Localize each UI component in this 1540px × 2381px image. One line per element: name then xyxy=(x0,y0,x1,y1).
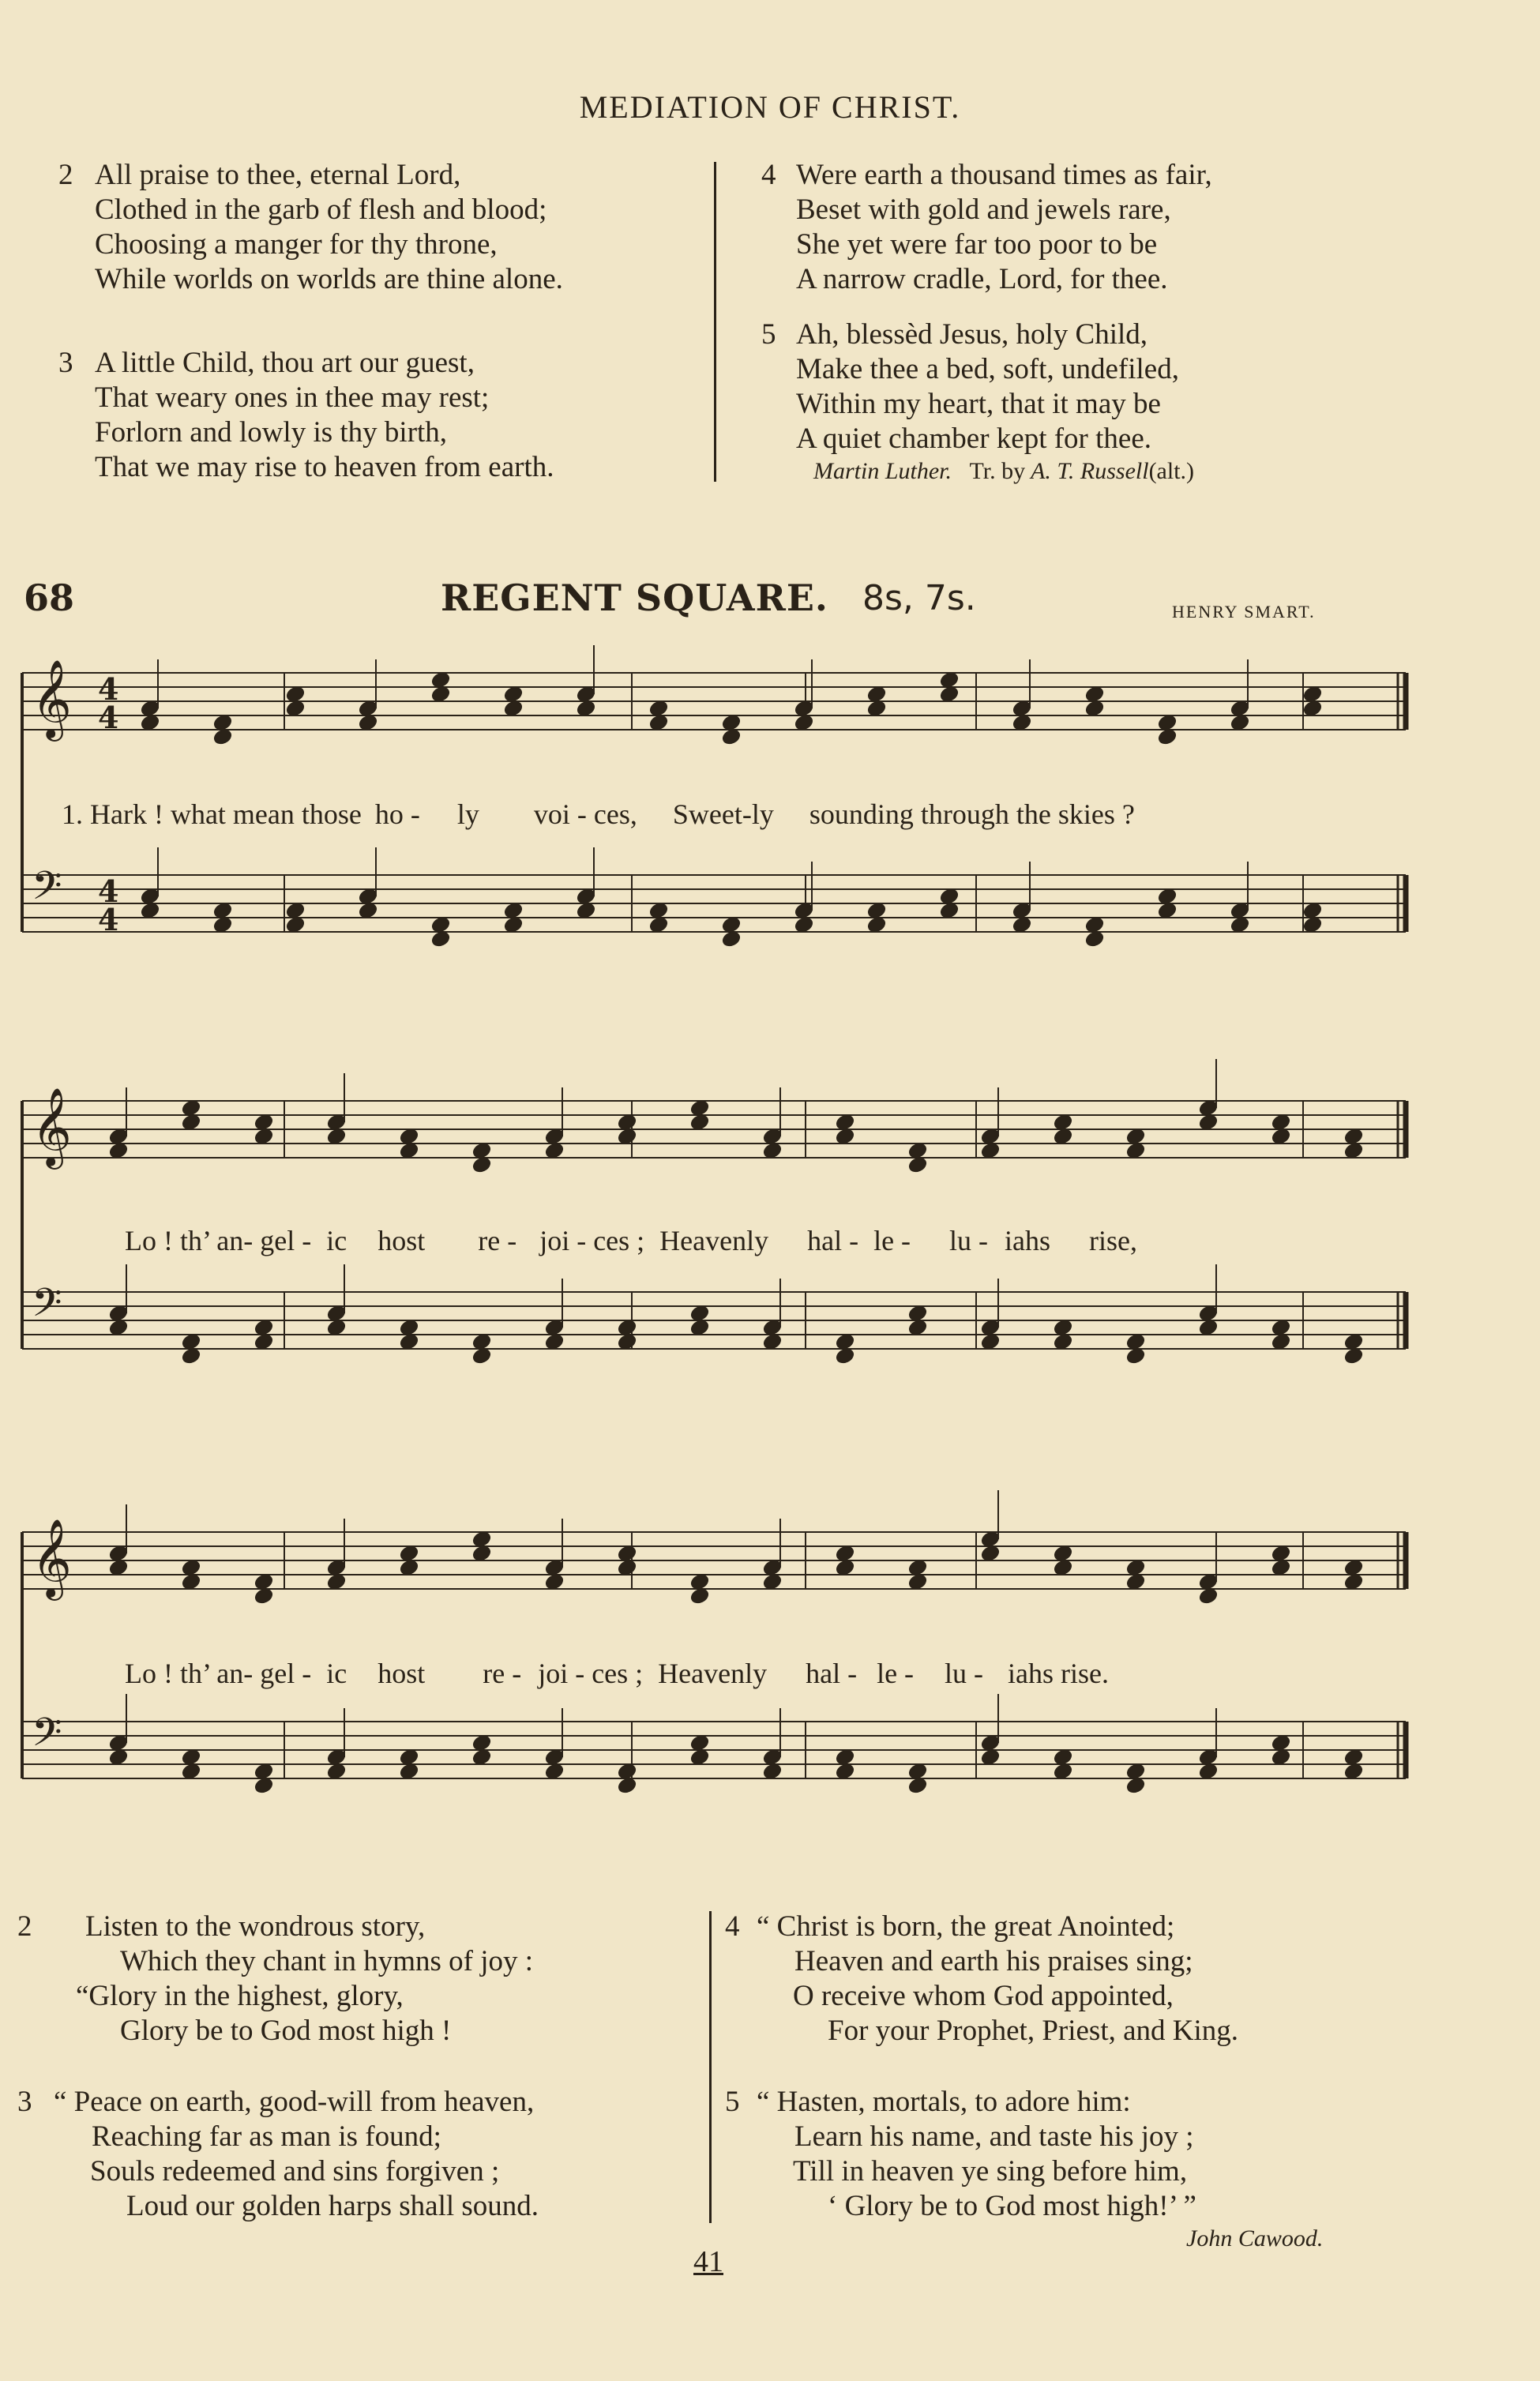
time-signature-bottom: 4 xyxy=(98,700,119,735)
hymn-number: 68 xyxy=(24,576,75,619)
verse-line: Learn his name, and taste his joy ; xyxy=(794,2120,1194,2153)
verse-line: “ Peace on earth, good-will from heaven, xyxy=(54,2086,535,2118)
lyric-syllable: le - xyxy=(877,1658,915,1689)
lyric-syllable: re - xyxy=(478,1225,517,1256)
lyric-syllable: hal - xyxy=(807,1225,859,1256)
page-number: 41 xyxy=(693,2245,723,2278)
bottom-verse-5 xyxy=(725,2085,1483,2224)
lyric-syllable: Lo ! th’ an- gel - xyxy=(125,1225,312,1256)
verse-line: Were earth a thousand times as fair, xyxy=(796,159,1212,191)
attribution-alt: (alt.) xyxy=(1148,458,1195,484)
treble-clef-icon: 𝄞 xyxy=(32,1519,72,1598)
column-divider xyxy=(709,1911,712,2223)
lyric-syllable: Heavenly xyxy=(658,1658,768,1689)
verse-line: “ Christ is born, the great Anointed; xyxy=(757,1910,1175,1943)
verse-line: Listen to the wondrous story, xyxy=(85,1910,426,1943)
lyric-syllable: lu - xyxy=(945,1658,984,1689)
lyric-syllable: re - xyxy=(483,1658,522,1689)
verse-number: 2 xyxy=(58,159,73,191)
verse-number: 4 xyxy=(725,1910,740,1943)
verse-line: Choosing a manger for thy throne, xyxy=(95,228,498,261)
verse-line: For your Prophet, Priest, and King. xyxy=(828,2015,1239,2047)
attribution-translator: A. T. Russell xyxy=(1031,458,1149,484)
verse-number: 4 xyxy=(761,159,776,191)
attribution-author: Martin Luther. xyxy=(813,458,952,484)
verse-line: That weary ones in thee may rest; xyxy=(95,381,490,414)
lyric-syllable: le - xyxy=(873,1225,911,1256)
verse-line: “Glory in the highest, glory, xyxy=(76,1980,404,2012)
lyric-syllable: Heavenly xyxy=(659,1225,769,1256)
verse-line: A little Child, thou art our guest, xyxy=(95,347,475,379)
verse-line: ‘ Glory be to God most high!’ ” xyxy=(828,2190,1196,2222)
lyric-line-3 xyxy=(125,1657,1109,1690)
verse-line: Loud our golden harps shall sound. xyxy=(126,2190,539,2222)
verse-line: Make thee a bed, soft, undefiled, xyxy=(796,353,1179,385)
verse-line: Reaching far as man is found; xyxy=(92,2120,441,2153)
lyric-syllable: lu - xyxy=(949,1225,989,1256)
page-header: MEDIATION OF CHRIST. xyxy=(579,89,961,125)
verse-line: A quiet chamber kept for thee. xyxy=(796,422,1151,455)
verse-line: Which they chant in hymns of joy : xyxy=(120,1945,534,1977)
lyric-syllable: joi - ces ; xyxy=(538,1658,644,1689)
bass-clef-icon: 𝄢 xyxy=(32,863,62,918)
verse-line: Till in heaven ye sing before him, xyxy=(793,2155,1188,2188)
verse-line: Clothed in the garb of flesh and blood; xyxy=(95,193,547,226)
verse-line: All praise to thee, eternal Lord, xyxy=(95,159,461,191)
lyric-syllable: Sweet-ly xyxy=(672,798,774,830)
verse-number: 2 xyxy=(17,1910,32,1943)
verse-number: 5 xyxy=(725,2086,740,2118)
bottom-verse-2 xyxy=(17,1910,697,2049)
bass-clef-icon: 𝄢 xyxy=(32,1280,62,1335)
bottom-verse-3 xyxy=(17,2085,697,2224)
lyric-syllable: ho - xyxy=(374,798,420,830)
verse-line: Within my heart, that it may be xyxy=(796,388,1161,420)
lyric-syllable: host xyxy=(377,1225,426,1256)
verse-line: “ Hasten, mortals, to adore him: xyxy=(757,2086,1131,2118)
verse-line: Forlorn and lowly is thy birth, xyxy=(95,416,448,449)
lyric-syllable: iahs rise. xyxy=(1008,1658,1110,1689)
attribution-tr: Tr. by xyxy=(969,458,1026,484)
lyric-syllable: ic xyxy=(326,1658,347,1689)
lyric-syllable: hal - xyxy=(806,1658,858,1689)
bottom-attribution: John Cawood. xyxy=(1186,2225,1324,2251)
bottom-verse-4 xyxy=(725,1910,1483,2049)
composer: HENRY SMART. xyxy=(1172,602,1316,622)
treble-clef-icon: 𝄞 xyxy=(32,1087,72,1166)
verse-line: O receive whom God appointed, xyxy=(793,1980,1174,2012)
tune-name: REGENT SQUARE. xyxy=(441,576,828,619)
verse-line: Beset with gold and jewels rare, xyxy=(796,193,1171,226)
verse-line: Heaven and earth his praises sing; xyxy=(794,1945,1193,1977)
time-signature-top: 4 xyxy=(98,671,119,707)
verse-line: Ah, blessèd Jesus, holy Child, xyxy=(796,318,1148,351)
time-signature-top: 4 xyxy=(98,873,119,909)
lyric-syllable: host xyxy=(377,1658,426,1689)
lyric-syllable: sounding through the skies ? xyxy=(809,798,1135,830)
lyric-syllable: ic xyxy=(326,1225,347,1256)
lyric-line-2 xyxy=(125,1224,1137,1257)
verse-line: Souls redeemed and sins forgiven ; xyxy=(90,2155,500,2188)
time-signature-bottom: 4 xyxy=(98,902,119,937)
verse-number: 5 xyxy=(761,318,776,351)
tune-meter: 8s, 7s. xyxy=(862,578,976,618)
verse-line: While worlds on worlds are thine alone. xyxy=(95,263,563,295)
verse-line: Glory be to God most high ! xyxy=(120,2015,452,2047)
lyric-syllable: iahs xyxy=(1005,1225,1051,1256)
verse-line: That we may rise to heaven from earth. xyxy=(95,451,554,483)
verse-number: 3 xyxy=(58,347,73,379)
treble-clef-icon: 𝄞 xyxy=(32,659,72,738)
verse-line: She yet were far too poor to be xyxy=(796,228,1158,261)
lyric-syllable: joi - ces ; xyxy=(539,1225,645,1256)
lyric-line-1 xyxy=(62,798,1135,831)
lyric-syllable: Lo ! th’ an- gel - xyxy=(125,1658,312,1689)
verse-number: 3 xyxy=(17,2086,32,2118)
lyric-syllable: rise, xyxy=(1089,1225,1138,1256)
lyric-syllable: voi - ces, xyxy=(533,798,637,830)
verse-line: A narrow cradle, Lord, for thee. xyxy=(796,263,1168,295)
bass-clef-icon: 𝄢 xyxy=(32,1710,62,1765)
lyric-syllable: 1. Hark ! what mean those xyxy=(62,798,362,830)
lyric-syllable: ly xyxy=(456,798,479,830)
